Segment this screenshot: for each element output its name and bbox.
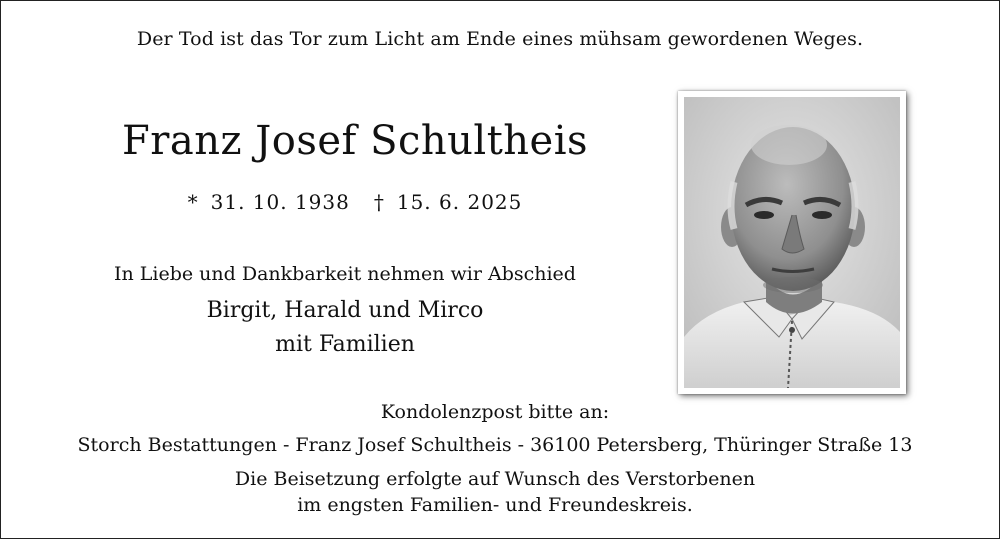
motto-text: Der Tod ist das Tor zum Licht am Ende eines mühsam gewordenen Weges. [136, 28, 864, 50]
farewell-intro: In Liebe und Dankbarkeit nehmen wir Abschied [114, 263, 576, 285]
death-symbol: † [373, 190, 385, 214]
portrait-illustration [684, 97, 900, 388]
portrait-frame [678, 91, 906, 394]
death-date: 15. 6. 2025 [396, 190, 523, 214]
mourners [50, 294, 640, 362]
life-dates [60, 190, 650, 214]
birth-symbol: * [187, 190, 199, 214]
condolence-address: Storch Bestattungen - Franz Josef Schultheis - 36100 Petersberg, Thüringer Straße 13 [77, 434, 913, 456]
deceased-name: Franz Josef Schultheis [121, 118, 589, 164]
mourner-families: mit Familien [275, 332, 415, 357]
burial-note-line-1: Die Beisetzung erfolgte auf Wunsch des Verstorbenen [234, 468, 756, 490]
mourner-names: Birgit, Harald und Mirco [206, 298, 484, 323]
burial-note [0, 466, 990, 518]
condolence-label: Kondolenzpost bitte an: [380, 401, 610, 423]
burial-note-line-2: im engsten Familien- und Freundeskreis. [297, 494, 693, 516]
portrait-photo [684, 97, 900, 388]
birth-date: 31. 10. 1938 [210, 190, 350, 214]
